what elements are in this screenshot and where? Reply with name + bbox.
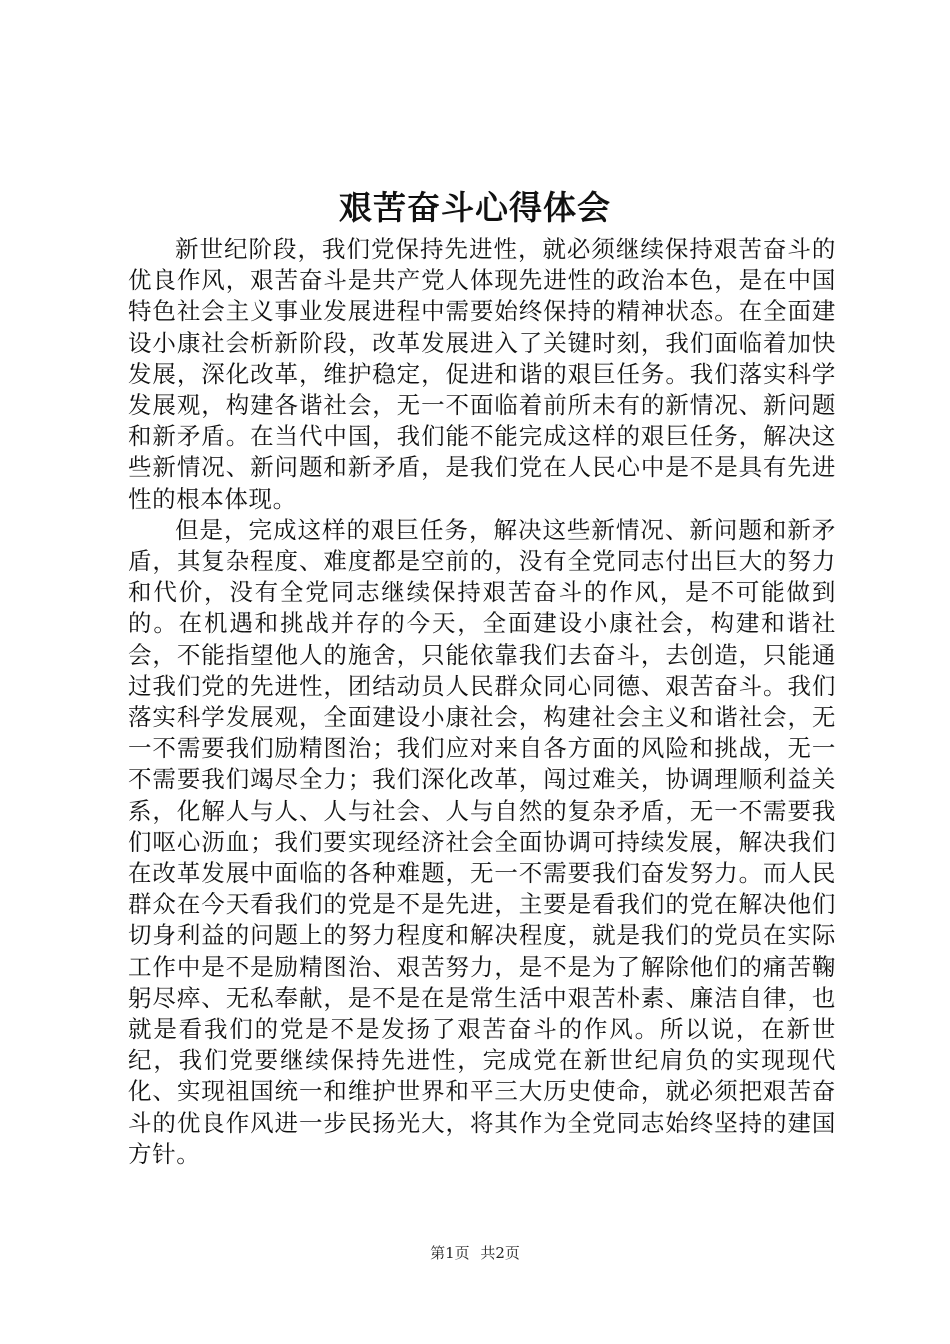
document-body xyxy=(128,234,836,1170)
page-footer xyxy=(0,1243,950,1263)
paragraph-2: 但是，完成这样的艰巨任务，解决这些新情况、新问题和新矛盾，其复杂程度、难度都是空前的，没有全党同志付出巨大的努力和代价，没有全党同志继续保持艰苦奋斗的作风，是不可能做到的。在机遇和挑战并存的今天，全面建设小康社会，构建和谐社会，不能指望他人的施舍，只能依靠我们去奋斗，去创造，只能通过我们党的先进性，团结动员人民群众同心同德、艰苦奋斗。我们落实科学发展观，全面建设小康社会，构建社会主义和谐社会，无一不需要我们励精图治；我们应对来自各方面的风险和挑战，无一不需要我们竭尽全力；我们深化改革，闯过难关，协调理顺利益关系，化解人与人、人与社会、人与自然的复杂矛盾，无一不需要我们呕心沥血；我们要实现经济社会全面协调可持续发展，解决我们在改革发展中面临的各种难题，无一不需要我们奋发努力。而人民群众在今天看我们的党是不是先进，主要是看我们的党在解决他们切身利益的问题上的努力程度和解决程度，就是我们的党员在实际工作中是不是励精图治、艰苦努力，是不是为了解除他们的痛苦鞠躬尽瘁、无私奉献，是不是在是常生活中艰苦朴素、廉洁自律，也就是看我们的党是不是发扬了艰苦奋斗的作风。所以说，在新世纪，我们党要继续保持先进性，完成党在新世纪肩负的实现现代化、实现祖国统一和维护世界和平三大历史使命，就必须把艰苦奋斗的优良作风进一步民扬光大，将其作为全党同志始终坚持的建国方针。 xyxy=(128,515,836,1168)
page-number-total: 共2页 xyxy=(480,1244,520,1262)
document-title: 艰苦奋斗心得体会 xyxy=(339,188,611,227)
paragraph-1: 新世纪阶段，我们党保持先进性，就必须继续保持艰苦奋斗的优良作风，艰苦奋斗是共产党人体现先进性的政治本色，是在中国特色社会主义事业发展进程中需要始终保持的精神状态。在全面建设小康社会析新阶段，改革发展进入了关键时刻，我们面临着加快发展，深化改革，维护稳定，促进和谐的艰巨任务。我们落实科学发展观，构建各谐社会，无一不面临着前所未有的新情况、新问题和新矛盾。在当代中国，我们能不能完成这样的艰巨任务，解决这些新情况、新问题和新矛盾，是我们党在人民心中是不是具有先进性的根本体现。 xyxy=(128,235,836,513)
page-number-current: 第1页 xyxy=(430,1244,470,1262)
